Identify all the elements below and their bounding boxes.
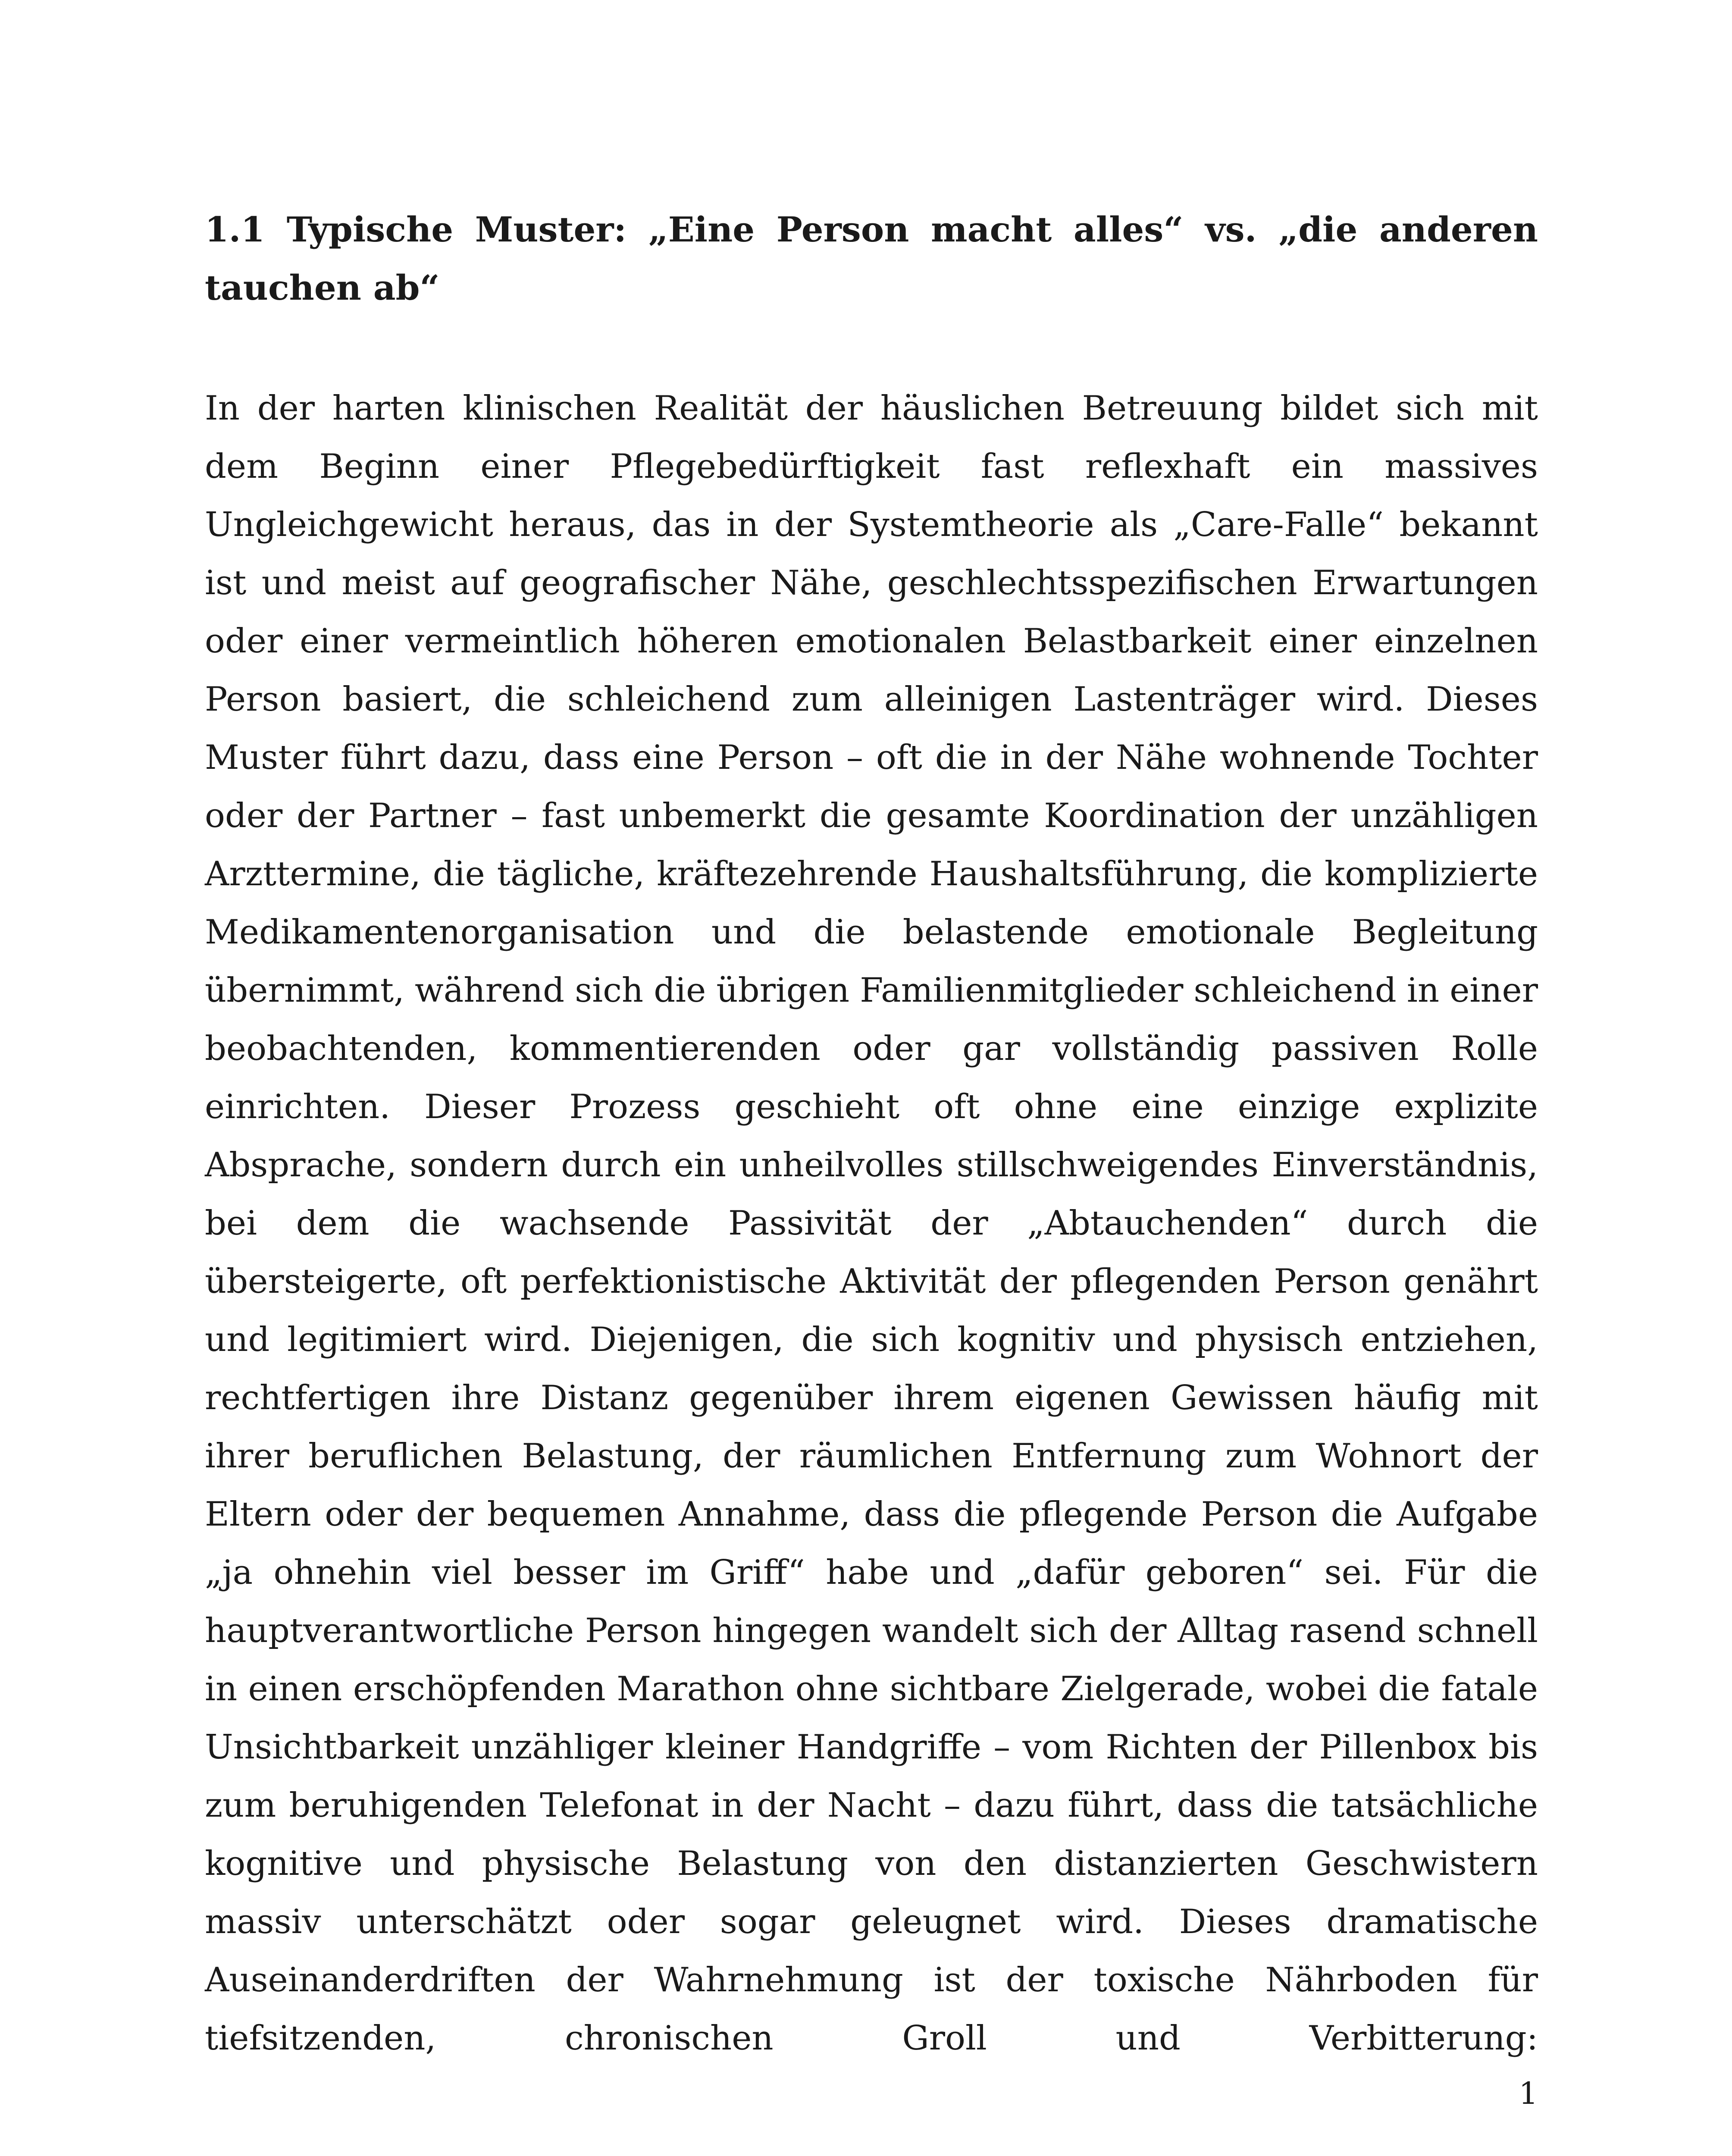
section-heading: 1.1 Typische Muster: „Eine Person macht alles“ vs. „die anderen tauchen ab“ (205, 209, 1538, 308)
page-number: 1 (1519, 2076, 1538, 2111)
page-content (205, 201, 1538, 2068)
body-paragraph: In der harten klinischen Realität der häuslichen Betreuung bildet sich mit dem Beginn einer Pflegebedürftigkeit fast reflexhaft ein massives Ungleichgewicht heraus, das in der Systemtheorie als „Care-Falle“ bekannt ist und meist auf geografischer Nähe, geschlechtsspezifischen Erwartungen oder einer vermeintlich höheren emotionalen Belastbarkeit einer einzelnen Person basiert, die schleichend zum alleinigen Lastenträger wird. Dieses Muster führt dazu, dass eine Person – oft die in der Nähe wohnende Tochter oder der Partner – fast unbemerkt die gesamte Koordination der unzähligen Arzttermine, die tägliche, kräftezehrende Haushaltsführung, die komplizierte Medikamentenorganisation und die belastende emotionale Begleitung übernimmt, während sich die übrigen Familienmitglieder schleichend in einer beobachtenden, kommentierenden oder gar vollständig passiven Rolle einrichten. Dieser Prozess geschieht oft ohne eine einzige explizite Absprache, sondern durch ein unheilvolles stillschweigendes Einverständnis, bei dem die wachsende Passivität der „Abtauchenden“ durch die übersteigerte, oft perfektionistische Aktivität der pflegenden Person genährt und legitimiert wird. Diejenigen, die sich kognitiv und physisch entziehen, rechtfertigen ihre Distanz gegenüber ihrem eigenen Gewissen häufig mit ihrer beruflichen Belastung, der räumlichen Entfernung zum Wohnort der Eltern oder der bequemen Annahme, dass die pflegende Person die Aufgabe „ja ohnehin viel besser im Griff“ habe und „dafür geboren“ sei. Für die hauptverantwortliche Person hingegen wandelt sich der Alltag rasend schnell in einen erschöpfenden Marathon ohne sichtbare Zielgerade, wobei die fatale Unsichtbarkeit unzähliger kleiner Handgriffe – vom Richten der Pillenbox bis zum beruhigenden Telefonat in der Nacht – dazu führt, dass die tatsächliche kognitive und physische Belastung von den distanzierten Geschwistern massiv unterschätzt oder sogar geleugnet wird. Dieses dramatische Auseinanderdriften der Wahrnehmung ist der toxische Nährboden für tiefsitzenden, chronischen Groll und Verbitterung: (205, 389, 1538, 2058)
